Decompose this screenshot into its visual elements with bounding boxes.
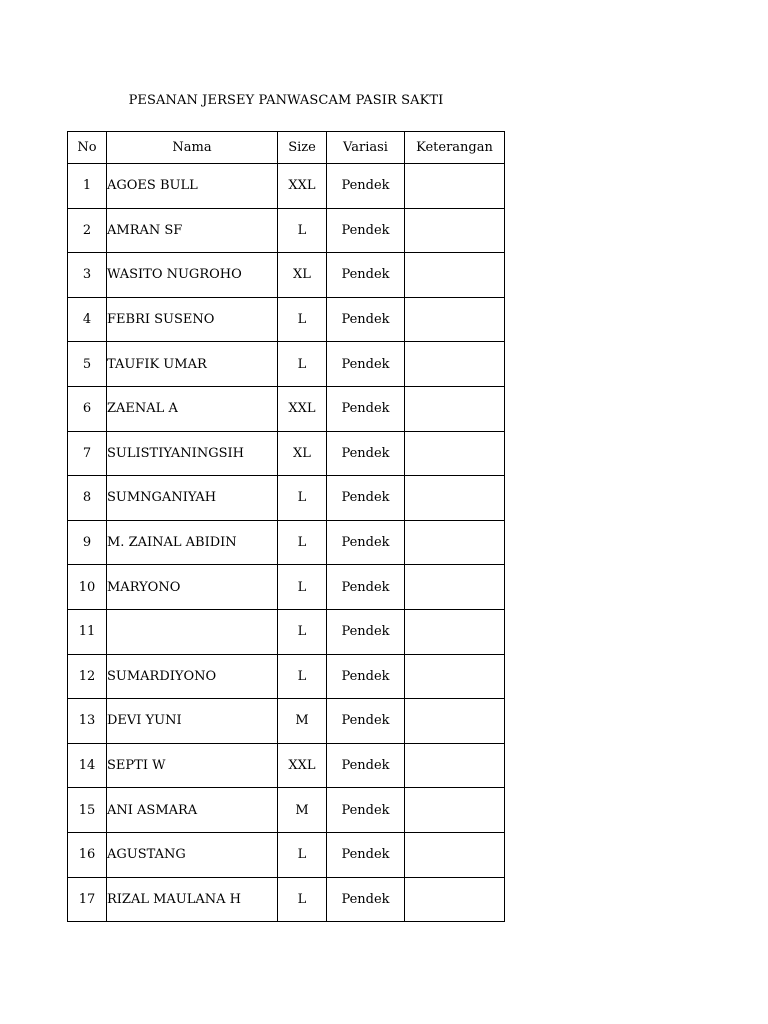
table-row [68, 164, 505, 209]
table-row [68, 476, 505, 521]
cell-nama: AGOES BULL [107, 164, 278, 209]
cell-nama: FEBRI SUSENO [107, 297, 278, 342]
cell-no: 12 [68, 654, 107, 699]
cell-variasi: Pendek [327, 208, 405, 253]
cell-keterangan [405, 476, 505, 521]
cell-keterangan [405, 609, 505, 654]
cell-keterangan [405, 297, 505, 342]
cell-variasi: Pendek [327, 654, 405, 699]
header-nama: Nama [107, 132, 278, 164]
cell-variasi: Pendek [327, 342, 405, 387]
cell-variasi: Pendek [327, 253, 405, 298]
cell-nama [107, 609, 278, 654]
cell-size: L [278, 832, 327, 877]
cell-no: 13 [68, 699, 107, 744]
cell-size: XXL [278, 164, 327, 209]
cell-no: 7 [68, 431, 107, 476]
cell-keterangan [405, 699, 505, 744]
cell-keterangan [405, 565, 505, 610]
cell-size: L [278, 297, 327, 342]
cell-nama: AGUSTANG [107, 832, 278, 877]
table-row [68, 386, 505, 431]
cell-nama: MARYONO [107, 565, 278, 610]
cell-variasi: Pendek [327, 297, 405, 342]
header-variasi: Variasi [327, 132, 405, 164]
table-row [68, 877, 505, 922]
cell-no: 15 [68, 788, 107, 833]
cell-size: L [278, 520, 327, 565]
cell-size: L [278, 609, 327, 654]
cell-size: L [278, 877, 327, 922]
order-table [67, 131, 505, 922]
cell-keterangan [405, 208, 505, 253]
cell-size: L [278, 654, 327, 699]
cell-nama: SULISTIYANINGSIH [107, 431, 278, 476]
cell-size: M [278, 699, 327, 744]
cell-no: 17 [68, 877, 107, 922]
cell-nama: SEPTI W [107, 743, 278, 788]
cell-size: XXL [278, 743, 327, 788]
header-keterangan: Keterangan [405, 132, 505, 164]
cell-keterangan [405, 253, 505, 298]
cell-keterangan [405, 520, 505, 565]
cell-nama: SUMNGANIYAH [107, 476, 278, 521]
header-size: Size [278, 132, 327, 164]
cell-no: 8 [68, 476, 107, 521]
cell-nama: WASITO NUGROHO [107, 253, 278, 298]
cell-no: 16 [68, 832, 107, 877]
cell-size: L [278, 565, 327, 610]
cell-size: XL [278, 431, 327, 476]
cell-no: 2 [68, 208, 107, 253]
cell-no: 5 [68, 342, 107, 387]
header-no: No [68, 132, 107, 164]
table-row [68, 208, 505, 253]
cell-no: 10 [68, 565, 107, 610]
cell-variasi: Pendek [327, 386, 405, 431]
cell-size: M [278, 788, 327, 833]
table-row [68, 609, 505, 654]
cell-keterangan [405, 832, 505, 877]
cell-size: L [278, 476, 327, 521]
cell-variasi: Pendek [327, 743, 405, 788]
cell-nama: TAUFIK UMAR [107, 342, 278, 387]
cell-size: XXL [278, 386, 327, 431]
table-row [68, 743, 505, 788]
cell-variasi: Pendek [327, 476, 405, 521]
table-row [68, 253, 505, 298]
table-row [68, 699, 505, 744]
table-row [68, 520, 505, 565]
table-header [68, 132, 505, 164]
header-row [68, 132, 505, 164]
table-row [68, 788, 505, 833]
table-row [68, 342, 505, 387]
cell-keterangan [405, 164, 505, 209]
table-row [68, 297, 505, 342]
cell-nama: AMRAN SF [107, 208, 278, 253]
cell-variasi: Pendek [327, 877, 405, 922]
cell-nama: ANI ASMARA [107, 788, 278, 833]
cell-no: 14 [68, 743, 107, 788]
cell-variasi: Pendek [327, 520, 405, 565]
cell-size: L [278, 342, 327, 387]
cell-nama: M. ZAINAL ABIDIN [107, 520, 278, 565]
cell-size: XL [278, 253, 327, 298]
cell-variasi: Pendek [327, 565, 405, 610]
cell-keterangan [405, 743, 505, 788]
table-row [68, 832, 505, 877]
cell-keterangan [405, 342, 505, 387]
table-row [68, 565, 505, 610]
cell-no: 9 [68, 520, 107, 565]
cell-nama: ZAENAL A [107, 386, 278, 431]
table-row [68, 654, 505, 699]
cell-size: L [278, 208, 327, 253]
cell-nama: RIZAL MAULANA H [107, 877, 278, 922]
cell-keterangan [405, 788, 505, 833]
cell-keterangan [405, 877, 505, 922]
cell-no: 4 [68, 297, 107, 342]
cell-variasi: Pendek [327, 699, 405, 744]
table-row [68, 431, 505, 476]
cell-keterangan [405, 654, 505, 699]
document-title: PESANAN JERSEY PANWASCAM PASIR SAKTI [128, 93, 444, 108]
cell-keterangan [405, 431, 505, 476]
cell-variasi: Pendek [327, 788, 405, 833]
cell-variasi: Pendek [327, 832, 405, 877]
cell-keterangan [405, 386, 505, 431]
cell-nama: DEVI YUNI [107, 699, 278, 744]
cell-variasi: Pendek [327, 609, 405, 654]
cell-no: 1 [68, 164, 107, 209]
cell-variasi: Pendek [327, 431, 405, 476]
table-body [68, 164, 505, 922]
cell-no: 3 [68, 253, 107, 298]
cell-no: 11 [68, 609, 107, 654]
cell-nama: SUMARDIYONO [107, 654, 278, 699]
cell-variasi: Pendek [327, 164, 405, 209]
cell-no: 6 [68, 386, 107, 431]
